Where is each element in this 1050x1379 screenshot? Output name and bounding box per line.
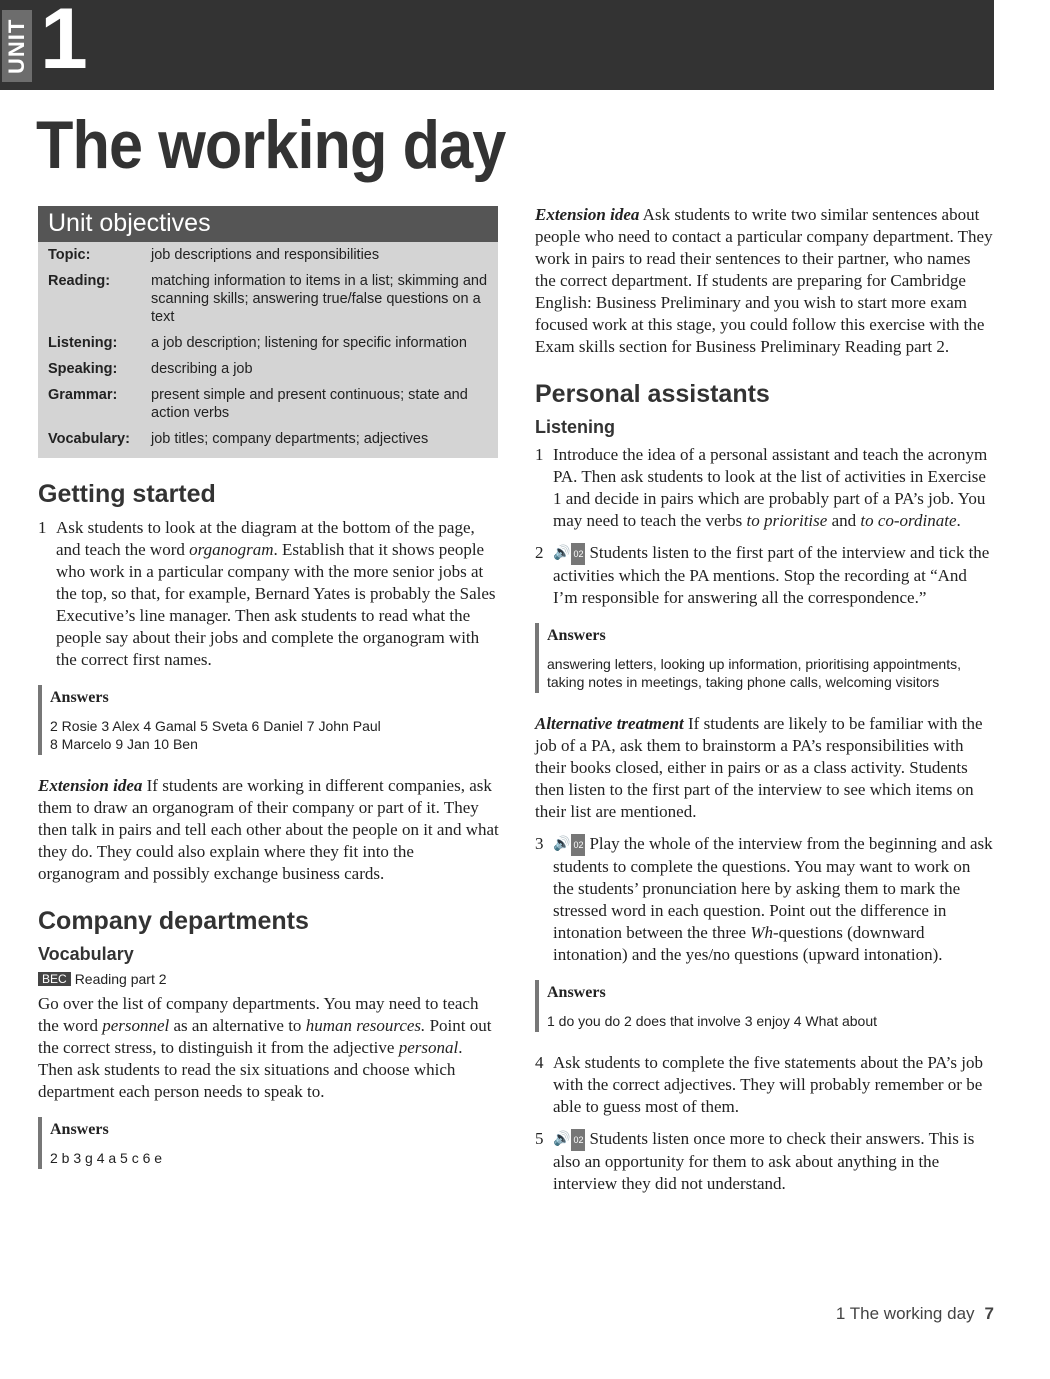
answers-box [38, 685, 500, 755]
objective-row-speaking [38, 356, 498, 382]
objective-label: Speaking: [48, 361, 118, 377]
bec-text: Reading part 2 [74, 971, 167, 987]
text-run: Go over the list of company departments. You may need to teach the word [38, 994, 479, 1035]
extension-idea-paragraph [535, 204, 995, 358]
item-text [56, 517, 500, 671]
emphasis-term: human resources. [305, 1016, 426, 1035]
item-number: 5 [535, 1129, 544, 1149]
track-number: 02 [571, 834, 585, 856]
text-run: . [956, 511, 961, 530]
objective-row-reading [38, 268, 498, 330]
pa-item-4 [535, 1052, 995, 1118]
text-run: . Establish that it shows people who work in a particular company with the more senior jobs at the top, so that, for example, Bernard Yates is probably the Sales Executive’s line manager. Then ask students to read what the people say about their jobs and complete the organogram with the correct first names. [56, 540, 496, 669]
speaker-icon: 🔊 [553, 1132, 571, 1148]
footer-running-title: 1 The working day [835, 1304, 975, 1323]
emphasis-term: to prioritise [746, 511, 828, 530]
item-number: 4 [535, 1053, 544, 1073]
objective-label: Vocabulary: [48, 431, 130, 447]
objective-value: job titles; company departments; adjectives [151, 431, 429, 447]
pa-item-5 [535, 1128, 995, 1195]
speaker-icon: 🔊 [553, 837, 571, 853]
page-number: 7 [984, 1304, 994, 1323]
item-number: 1 [38, 518, 47, 537]
text-run: Students listen to the first part of the interview and tick the activities which the PA mentions. Stop the recording at “And I’m responsible for answering all the correspondence.” [553, 543, 990, 608]
pa-item-3 [535, 833, 995, 966]
objective-row-vocabulary [38, 426, 498, 452]
answers-line: 2 b 3 g 4 a 5 c 6 e [50, 1150, 163, 1166]
speaker-icon: 🔊 [553, 546, 571, 562]
item-number: 3 [535, 834, 544, 854]
objective-label: Listening: [48, 335, 118, 351]
item-number: 1 [535, 445, 544, 464]
bec-reading-tag [38, 971, 500, 987]
text-run: Introduce the idea of a personal assistant and teach the acronym PA. Then ask students to look at the list of activities in Exercise 1 and decide in pairs which are probably part of a PA’s job. You may need to teach the verbs [553, 445, 988, 530]
audio-track-icon[interactable] [553, 834, 585, 856]
unit-label: UNIT [2, 10, 32, 82]
emphasis-term: to co-ordinate [860, 511, 957, 530]
pa-item-2 [535, 542, 995, 609]
emphasis-term: personnel [102, 1016, 170, 1035]
objective-value: matching information to items in a list; skimming and scanning skills; answering true/false questions on a text [151, 273, 488, 325]
pa-item-1 [535, 444, 995, 532]
text-run: Play the whole of the interview from the beginning and ask students to complete the questions. You may want to work on the students’ pronunciation here by asking them to mark the stressed word in each question. Point out the difference in intonation between the three [553, 834, 993, 943]
text-run: Students listen once more to check their answers. This is also an opportunity for them to ask about anything in the interview they did not understand. [553, 1129, 975, 1194]
page-footer [836, 1304, 994, 1324]
text-run: If students are likely to be familiar with the job of a PA, ask them to brainstorm a PA’s responsibilities with their books closed, either in pairs or as a class activity. Students then listen to the first part of the interview to see which items on their list are mentioned. [535, 714, 983, 822]
item-text [553, 542, 995, 609]
alternative-treatment-label: Alternative treatment [535, 714, 684, 734]
answers-title: Answers [50, 1121, 109, 1138]
emphasis-term: organogram [189, 540, 274, 559]
objective-label: Reading: [48, 273, 111, 289]
objective-row-listening [38, 330, 498, 356]
personal-assistants-heading: Personal assistants [535, 380, 770, 408]
objective-value: a job description; listening for specific information [151, 335, 467, 351]
objective-row-topic [38, 242, 498, 268]
answers-title: Answers [50, 689, 109, 706]
unit-header-band [0, 0, 994, 90]
company-departments-heading: Company departments [38, 907, 309, 935]
answers-line: 8 Marcelo 9 Jan 10 Ben [50, 736, 198, 752]
answers-title: Answers [547, 984, 606, 1002]
answers-box [38, 1117, 500, 1169]
track-number: 02 [571, 543, 585, 565]
emphasis-term: Wh [750, 923, 773, 943]
getting-started-item-1 [38, 517, 500, 671]
text-run: . Then ask students to read the six situations and choose which department each person needs to speak to. [38, 1038, 463, 1101]
objective-label: Topic: [48, 247, 91, 263]
left-column [38, 206, 500, 1189]
answers-line: 2 Rosie 3 Alex 4 Gamal 5 Sveta 6 Daniel 7 John Paul [50, 718, 381, 734]
getting-started-heading: Getting started [38, 480, 216, 508]
audio-track-icon[interactable] [553, 543, 585, 565]
objective-value: present simple and present continuous; state and action verbs [151, 387, 468, 421]
unit-number: 1 [40, 0, 88, 87]
objective-value: job descriptions and responsibilities [151, 247, 380, 263]
objectives-title: Unit objectives [38, 206, 498, 242]
emphasis-term: personal [398, 1038, 459, 1057]
text-run: Ask students to write two similar sentences about people who need to contact a particular company department. They work in pairs to read their sentences to their partner, who names the correct department. If students are preparing for Cambridge English: Business Preliminary and you wish to start more exam focused work at this stage, you could follow this exercise with the Exam skills section for Business Preliminary Reading part 2. [535, 205, 993, 356]
text-run: If students are working in different companies, ask them to draw an organogram of their company or part of it. They then talk in pairs and tell each other about the people on it and what they do. They could also explain where they fit into the organogram and possibly exchange business cards. [38, 776, 499, 883]
text-run: -questions (downward intonation) and the yes/no questions (upward intonation). [553, 923, 943, 965]
item-text [553, 444, 995, 532]
company-departments-paragraph [38, 993, 500, 1103]
objective-row-grammar [38, 382, 498, 426]
text-run: as an alternative to [169, 1016, 306, 1035]
answers-line: answering letters, looking up information, prioritising appointments, taking notes in meetings, taking phone calls, welcoming visitors [547, 656, 961, 691]
answers-box [535, 623, 995, 693]
alternative-treatment-paragraph [535, 713, 995, 823]
unit-objectives-box [38, 206, 498, 458]
track-number: 02 [571, 1129, 585, 1151]
answers-title: Answers [547, 627, 606, 645]
objective-value: describing a job [151, 361, 253, 377]
text-run: Ask students to look at the diagram at the bottom of the page, and teach the word [56, 518, 475, 559]
audio-track-icon[interactable] [553, 1129, 585, 1151]
item-text [553, 833, 995, 966]
objective-label: Grammar: [48, 387, 118, 403]
item-text [553, 1128, 995, 1195]
item-number: 2 [535, 543, 544, 562]
right-column [535, 204, 995, 1205]
item-text: Ask students to complete the five statements about the PA’s job with the correct adjectives. They will probably remember or be able to guess most of them. [553, 1053, 983, 1117]
extension-idea-paragraph [38, 775, 500, 885]
vocabulary-subheading: Vocabulary [38, 944, 134, 964]
extension-idea-label: Extension idea [535, 205, 640, 224]
text-run: Point out the correct stress, to distinguish it from the adjective [38, 1016, 492, 1057]
extension-idea-label: Extension idea [38, 776, 143, 795]
answers-line: 1 do you do 2 does that involve 3 enjoy 4 What about [547, 1013, 878, 1030]
text-run: and [827, 511, 861, 530]
bec-badge: BEC [38, 972, 71, 986]
page-title: The working day [36, 107, 506, 183]
answers-box [535, 980, 995, 1032]
listening-subheading: Listening [535, 417, 615, 437]
